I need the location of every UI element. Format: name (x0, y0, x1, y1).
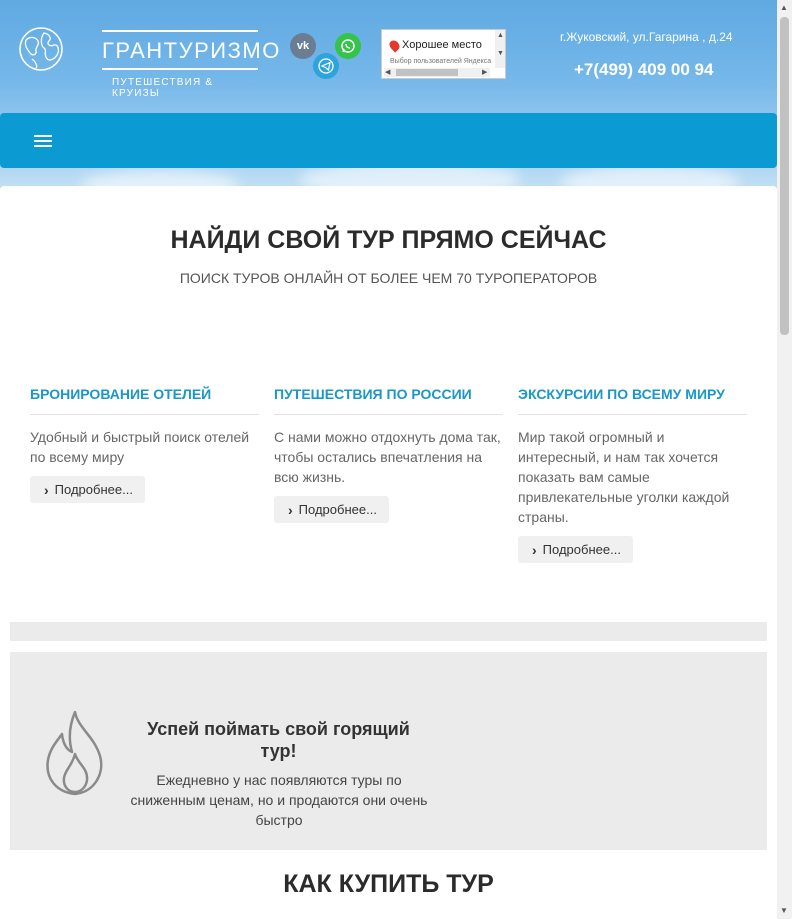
page-title: НАЙДИ СВОЙ ТУР ПРЯМО СЕЙЧАС (170, 226, 607, 254)
chevron-right-icon: › (532, 541, 537, 558)
vk-link[interactable] (290, 33, 316, 59)
chevron-right-icon: › (44, 481, 49, 498)
how-to-buy-title: КАК КУПИТЬ ТУР (283, 870, 494, 898)
hamburger-menu-icon[interactable] (34, 135, 52, 147)
feature-hotels (30, 386, 259, 503)
feature-excursions (518, 386, 747, 563)
more-button[interactable] (274, 496, 389, 523)
feature-title[interactable]: БРОНИРОВАНИЕ ОТЕЛЕЙ (30, 386, 259, 415)
logo-line-bottom (102, 68, 258, 70)
chevron-right-icon: › (288, 501, 293, 518)
page-scrollbar[interactable] (777, 0, 792, 919)
scroll-left-arrow-icon[interactable]: ◀ (385, 69, 391, 76)
phone-number[interactable]: +7(499) 409 00 94 (574, 60, 714, 79)
more-button-label: Подробнее... (298, 502, 377, 517)
widget-horizontal-scrollbar[interactable] (384, 68, 490, 77)
globe-icon (18, 26, 64, 72)
divider-strip (10, 622, 767, 641)
more-button[interactable] (518, 536, 633, 563)
yandex-good-place-widget[interactable] (381, 29, 506, 79)
logo-subtitle: ПУТЕШЕСТВИЯ & КРУИЗЫ (112, 77, 214, 99)
widget-scroll-thumb[interactable] (396, 69, 458, 76)
feature-russia (274, 386, 503, 523)
hot-tours-block (10, 652, 767, 850)
feature-title[interactable]: ПУТЕШЕСТВИЯ ПО РОССИИ (274, 386, 503, 415)
logo-title: ГРАНТУРИЗМО (102, 38, 281, 63)
scroll-down-arrow-icon[interactable]: ▼ (780, 906, 788, 915)
main-navbar (0, 113, 777, 168)
page-subtitle: ПОИСК ТУРОВ ОНЛАЙН ОТ БОЛЕЕ ЧЕМ 70 ТУРОПЕРАТОРОВ (179, 270, 598, 286)
widget-title-text: Хорошее место (402, 39, 482, 51)
hot-tours-title: Успей поймать свой горящий тур! (147, 719, 410, 761)
feature-text: Удобный и быстрый поиск отелей по всему миру (30, 429, 250, 465)
widget-description: Выбор пользователей Яндекса (390, 58, 492, 65)
scroll-down-arrow-icon[interactable]: ▼ (497, 50, 504, 57)
feature-text: Мир такой огромный и интересный, и нам так хочется показать вам самые привлекательные уголки каждой страны. (518, 429, 730, 525)
site-logo[interactable] (18, 26, 281, 99)
logo-line-top (102, 30, 258, 32)
widget-vertical-scrollbar[interactable] (495, 30, 505, 68)
flame-icon (42, 708, 108, 798)
hot-tours-text: Ежедневно у нас появляются туры по сниженным ценам, но и продаются они очень быстро (130, 772, 428, 828)
feature-title[interactable]: ЭКСКУРСИИ ПО ВСЕМУ МИРУ (518, 386, 747, 415)
page-scroll-thumb[interactable] (780, 17, 789, 335)
telegram-link[interactable] (313, 53, 339, 79)
scroll-up-arrow-icon[interactable]: ▲ (780, 3, 788, 12)
whatsapp-icon (340, 38, 356, 54)
more-button[interactable] (30, 476, 145, 503)
feature-text: С нами можно отдохнуть дома так, чтобы остались впечатления на всю жизнь. (274, 429, 501, 485)
whatsapp-link[interactable] (335, 33, 361, 59)
widget-title (390, 39, 482, 51)
more-button-label: Подробнее... (542, 542, 621, 557)
address: г.Жуковский, ул.Гагарина , д.24 (560, 30, 733, 44)
scroll-up-arrow-icon[interactable]: ▲ (497, 32, 504, 39)
main-content (0, 186, 777, 919)
map-pin-icon (387, 38, 401, 52)
vk-icon: vk (296, 40, 310, 52)
scroll-right-arrow-icon[interactable]: ▶ (482, 69, 488, 76)
telegram-icon (318, 58, 334, 74)
more-button-label: Подробнее... (54, 482, 133, 497)
